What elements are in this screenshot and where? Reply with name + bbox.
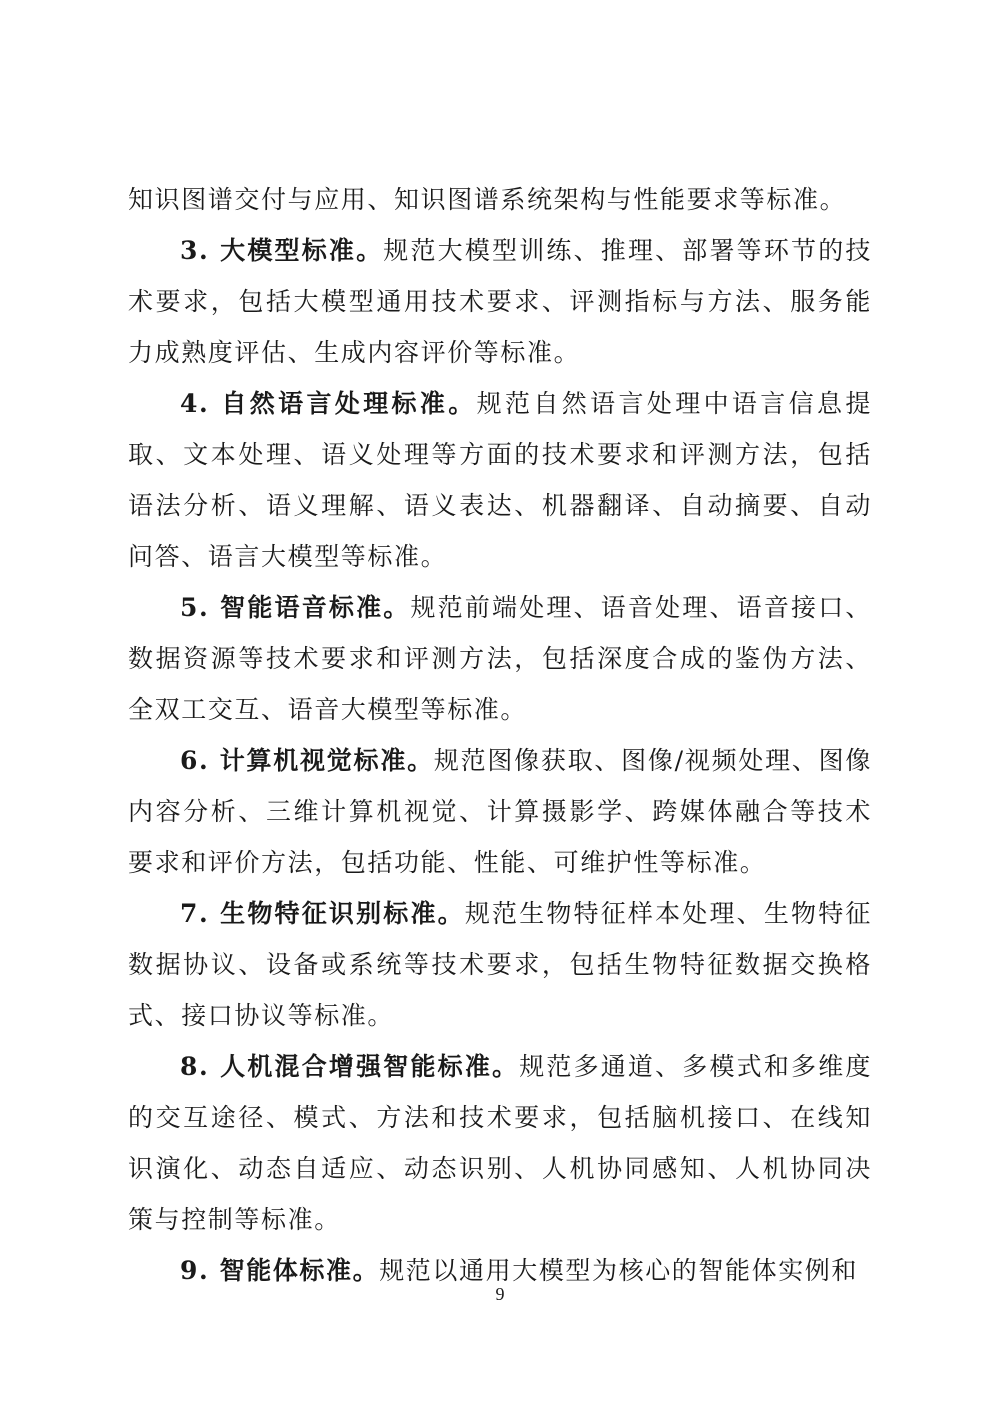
continuation-paragraph: 知识图谱交付与应用、知识图谱系统架构与性能要求等标准。: [128, 185, 847, 214]
section-heading: 8. 人机混合增强智能标准。: [180, 1052, 520, 1081]
section-nlp: [128, 378, 872, 582]
section-computer-vision: [128, 735, 872, 888]
section-heading: 3. 大模型标准。: [180, 236, 384, 265]
section-biometrics: [128, 888, 872, 1041]
document-page: [128, 174, 872, 1296]
section-heading: 5. 智能语音标准。: [180, 593, 411, 622]
section-human-machine: [128, 1041, 872, 1245]
page-number: 9: [495, 1284, 505, 1304]
section-large-model: [128, 225, 872, 378]
section-speech: [128, 582, 872, 735]
section-body: 规范大模型训练、推理、部署等环节的技术要求，包括大模型通用技术要求、评测指标与方法、服务能力成熟度评估、生成内容评价等标准。: [128, 236, 873, 367]
section-heading: 9. 智能体标准。: [180, 1256, 380, 1285]
section-body: 规范图像获取、图像/视频处理、图像内容分析、三维计算机视觉、计算摄影学、跨媒体融合等技术要求和评价方法，包括功能、性能、可维护性等标准。: [128, 746, 873, 877]
section-body: 规范自然语言处理中语言信息提取、文本处理、语义处理等方面的技术要求和评测方法，包括语法分析、语义理解、语义表达、机器翻译、自动摘要、自动问答、语言大模型等标准。: [128, 389, 872, 571]
section-body: 规范多通道、多模式和多维度的交互途径、模式、方法和技术要求，包括脑机接口、在线知识演化、动态自适应、动态识别、人机协同感知、人机协同决策与控制等标准。: [128, 1052, 872, 1234]
section-heading: 6. 计算机视觉标准。: [180, 746, 434, 775]
section-heading: 7. 生物特征识别标准。: [180, 899, 465, 928]
section-body: 规范生物特征样本处理、生物特征数据协议、设备或系统等技术要求，包括生物特征数据交换格式、接口协议等标准。: [128, 899, 872, 1030]
section-body: 规范以通用大模型为核心的智能体实例和: [379, 1256, 859, 1285]
section-heading: 4. 自然语言处理标准。: [180, 389, 477, 418]
section-body: 规范前端处理、语音处理、语音接口、数据资源等技术要求和评测方法，包括深度合成的鉴伪方法、全双工交互、语音大模型等标准。: [128, 593, 872, 724]
